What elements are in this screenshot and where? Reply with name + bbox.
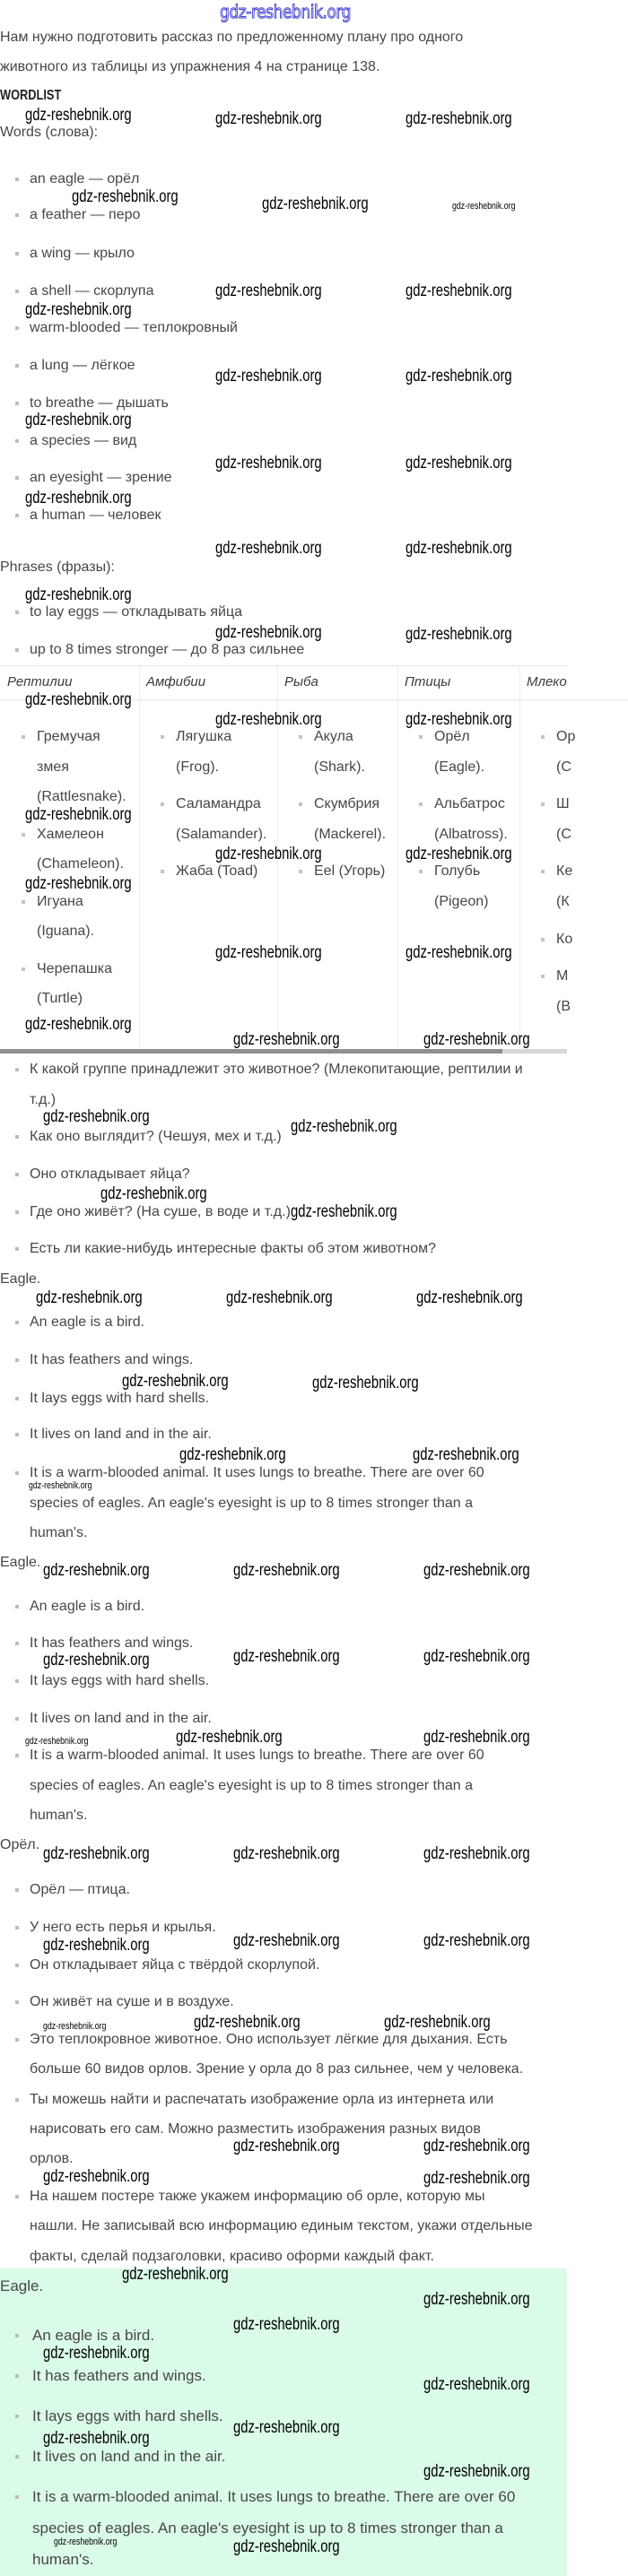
bullet-icon (15, 213, 19, 217)
intro-line: животного из таблицы из упражнения 4 на странице 138. (0, 59, 380, 74)
list-item-line: К какой группе принадлежит это животное? (Млекопитающие, рептилии и (30, 1062, 523, 1077)
bullet-icon (22, 735, 25, 739)
list-item-line: Ты можешь найти и распечатать изображение орла из интернета или (30, 2092, 494, 2107)
bullet-icon (15, 1321, 19, 1324)
table-cell-text: Альбатрос (434, 796, 505, 811)
table-cell-text: Eel (Угорь) (314, 863, 386, 879)
bullet-icon (15, 2000, 19, 2004)
watermark: gdz-reshebnik.org (406, 625, 512, 644)
table-cell-text: Игуана (37, 894, 83, 909)
section-heading-eagle: Eagle. (0, 1555, 41, 1570)
intro-line: Нам нужно подготовить рассказ по предложенному плану про одного (0, 30, 464, 45)
table-horizontal-scrollbar[interactable] (0, 1049, 567, 1054)
bullet-icon (15, 1135, 19, 1139)
table-cell-text: Гремучая (37, 729, 100, 744)
table-cell-text: Ко (556, 932, 573, 947)
watermark: gdz-reshebnik.org (215, 845, 322, 863)
bullet-icon (15, 1926, 19, 1930)
bullet-icon (15, 364, 19, 368)
watermark: gdz-reshebnik.org (215, 454, 322, 473)
column-header: Птицы (405, 674, 451, 690)
word-item: a feather — перо (30, 207, 141, 222)
list-item-line: It has feathers and wings. (32, 2367, 206, 2384)
column-divider (397, 666, 398, 1050)
bullet-icon (15, 2038, 19, 2042)
watermark: gdz-reshebnik.org (406, 109, 512, 128)
bullet-icon (15, 514, 19, 517)
table-cell-text: Голубь (434, 863, 481, 879)
watermark: gdz-reshebnik.org (406, 943, 512, 962)
phrase-item: up to 8 times stronger — до 8 раз сильнее (30, 642, 305, 657)
word-item: a wing — крыло (30, 246, 135, 261)
word-item: an eyesight — зрение (30, 470, 172, 485)
phrases-heading: Phrases (фразы): (0, 559, 115, 575)
watermark: gdz-reshebnik.org (215, 109, 322, 128)
list-item-line: species of eagles. An eagle's eyesight is up to 8 times stronger than a (30, 1778, 474, 1793)
table-cell-text: Саламандра (176, 796, 261, 811)
watermark: gdz-reshebnik.org (233, 1844, 340, 1863)
watermark: gdz-reshebnik.org (43, 2167, 150, 2186)
bullet-icon (299, 735, 302, 739)
bullet-icon (541, 802, 545, 806)
watermark: gdz-reshebnik.org (291, 1202, 397, 1221)
watermark: gdz-reshebnik.org (25, 874, 132, 893)
table-cell-text: (Chameleon). (37, 856, 124, 872)
word-item: an eagle — орёл (30, 171, 140, 186)
table-cell-text: (К (556, 894, 570, 909)
watermark: gdz-reshebnik.org (233, 1561, 340, 1580)
table-cell-text: Ке (556, 863, 573, 879)
watermark: gdz-reshebnik.org (25, 805, 132, 824)
word-item: a lung — лёгкое (30, 358, 135, 373)
list-item-line: An eagle is a bird. (30, 1314, 145, 1330)
watermark: gdz-reshebnik.org (43, 1561, 150, 1580)
list-item-line: нашли. Не записывай всю информацию единым текстом, укажи отдельные (30, 2218, 533, 2233)
watermark: gdz-reshebnik.org (36, 1288, 143, 1307)
watermark: gdz-reshebnik.org (25, 1736, 89, 1747)
bullet-icon (161, 870, 164, 873)
watermark: gdz-reshebnik.org (384, 2013, 491, 2032)
site-logo[interactable]: gdz-reshebnik.org (220, 1, 352, 22)
watermark: gdz-reshebnik.org (423, 2462, 530, 2481)
list-item-line: факты, сделай подзаголовки, красиво оформи каждый факт. (30, 2249, 434, 2264)
watermark: gdz-reshebnik.org (452, 201, 516, 212)
list-item-line: human's. (30, 1525, 88, 1540)
list-item-line: species of eagles. An eagle's eyesight is up to 8 times stronger than a (32, 2520, 503, 2537)
table-cell-text: (Albatross). (434, 827, 508, 842)
watermark: gdz-reshebnik.org (423, 1561, 530, 1580)
bullet-icon (15, 611, 19, 614)
bullet-icon (15, 326, 19, 330)
bullet-icon (15, 2334, 19, 2337)
word-item: a species — вид (30, 433, 137, 448)
list-item-line: Где оно живёт? (На суше, в воде и т.д.) (30, 1204, 291, 1219)
bullet-icon (15, 1717, 19, 1721)
bullet-icon (15, 1754, 19, 1757)
table-cell-text: (Salamander). (176, 827, 267, 842)
list-item-line: It lays eggs with hard shells. (32, 2407, 223, 2424)
watermark: gdz-reshebnik.org (423, 2137, 530, 2155)
bullet-icon (15, 252, 19, 256)
watermark: gdz-reshebnik.org (423, 1844, 530, 1863)
bullet-icon (15, 1605, 19, 1609)
column-header: Рептилии (7, 674, 73, 690)
bullet-icon (15, 2098, 19, 2102)
list-item-line: т.д.) (30, 1092, 57, 1107)
watermark: gdz-reshebnik.org (233, 2418, 340, 2437)
bullet-icon (15, 290, 19, 293)
watermark: gdz-reshebnik.org (233, 1030, 340, 1049)
bullet-icon (15, 1068, 19, 1071)
list-item-line: An eagle is a bird. (30, 1599, 145, 1614)
bullet-icon (15, 1471, 19, 1475)
bullet-icon (22, 967, 25, 971)
bullet-icon (22, 833, 25, 837)
word-item: warm-blooded — теплокровный (30, 320, 238, 335)
watermark: gdz-reshebnik.org (43, 2021, 107, 2032)
table-cell-text: Орёл (434, 729, 470, 744)
list-item-line: Есть ли какие-нибудь интересные факты об этом животном? (30, 1241, 436, 1256)
bullet-icon (15, 1679, 19, 1683)
bullet-icon (15, 2455, 19, 2459)
table-cell-text: (Rattlesnake). (37, 789, 126, 804)
bullet-icon (15, 402, 19, 405)
list-item-line: It lives on land and in the air. (30, 1711, 212, 1726)
bullet-icon (15, 1247, 19, 1251)
watermark: gdz-reshebnik.org (25, 106, 132, 125)
table-cell-text: змея (37, 759, 69, 775)
column-divider (139, 666, 140, 1050)
table-cell-text: (С (556, 827, 571, 842)
watermark: gdz-reshebnik.org (43, 1107, 150, 1126)
list-item-line: It has feathers and wings. (30, 1635, 194, 1651)
list-item-line: It lives on land and in the air. (30, 1427, 212, 1442)
bullet-icon (15, 1433, 19, 1436)
bullet-icon (419, 802, 423, 806)
bullet-icon (15, 1210, 19, 1214)
table-cell-text: (Mackerel). (314, 827, 387, 842)
bullet-icon (15, 1173, 19, 1176)
column-divider (519, 666, 520, 1050)
bullet-icon (15, 2374, 19, 2378)
watermark: gdz-reshebnik.org (25, 489, 132, 507)
watermark: gdz-reshebnik.org (122, 1372, 229, 1391)
watermark: gdz-reshebnik.org (25, 411, 132, 429)
table-cell-text: (В (556, 999, 571, 1014)
bullet-icon (419, 735, 423, 739)
list-item-line: На нашем постере также укажем информацию об орле, которую мы (30, 2189, 485, 2204)
column-header: Рыба (284, 674, 318, 690)
table-cell-text: (Turtle) (37, 991, 83, 1006)
watermark: gdz-reshebnik.org (215, 282, 322, 300)
list-item-line: An eagle is a bird. (32, 2327, 155, 2344)
section-heading-eagle: Eagle. (0, 1271, 41, 1287)
table-cell-text: (Eagle). (434, 759, 485, 775)
word-item: a human — человек (30, 507, 161, 523)
watermark: gdz-reshebnik.org (312, 1374, 419, 1392)
watermark: gdz-reshebnik.org (406, 845, 512, 863)
table-cell-text: (Frog). (176, 759, 219, 775)
watermark: gdz-reshebnik.org (215, 943, 322, 962)
watermark: gdz-reshebnik.org (233, 2137, 340, 2155)
list-item-line: It is a warm-blooded animal. It uses lungs to breathe. There are over 60 (32, 2488, 516, 2505)
scrollbar-thumb[interactable] (0, 1049, 502, 1054)
watermark: gdz-reshebnik.org (194, 2013, 301, 2032)
watermark: gdz-reshebnik.org (100, 1184, 207, 1203)
list-item-line: Орёл — птица. (30, 1882, 130, 1897)
watermark: gdz-reshebnik.org (176, 1728, 283, 1747)
word-item: a shell — скорлупа (30, 283, 154, 299)
bullet-icon (541, 870, 545, 873)
watermark: gdz-reshebnik.org (43, 2344, 150, 2363)
list-item-line: It is a warm-blooded animal. It uses lungs to breathe. There are over 60 (30, 1465, 484, 1480)
bullet-icon (15, 476, 19, 480)
watermark: gdz-reshebnik.org (215, 710, 322, 729)
watermark: gdz-reshebnik.org (215, 367, 322, 386)
table-cell-text: Хамелеон (37, 827, 104, 842)
watermark: gdz-reshebnik.org (43, 1936, 150, 1955)
phrase-item: to lay eggs — откладывать яйца (30, 604, 243, 620)
list-item-line: It is a warm-blooded animal. It uses lungs to breathe. There are over 60 (30, 1748, 484, 1763)
bullet-icon (22, 900, 25, 904)
watermark: gdz-reshebnik.org (423, 2169, 530, 2188)
watermark: gdz-reshebnik.org (43, 1844, 150, 1863)
watermark: gdz-reshebnik.org (215, 623, 322, 642)
watermark: gdz-reshebnik.org (423, 2290, 530, 2309)
list-item-line: Оно откладывает яйца? (30, 1167, 190, 1182)
list-item-line: Как оно выглядит? (Чешуя, мех и т.д.) (30, 1129, 282, 1144)
bullet-icon (15, 1358, 19, 1362)
column-header: Амфибии (146, 674, 206, 690)
bullet-icon (15, 1964, 19, 1967)
table-cell-text: Скумбрия (314, 796, 380, 811)
bullet-icon (541, 735, 545, 739)
list-item-line: Он откладывает яйца с твёрдой скорлупой. (30, 1957, 320, 1973)
list-item-line: It lays eggs with hard shells. (30, 1673, 210, 1688)
watermark: gdz-reshebnik.org (262, 195, 369, 213)
bullet-icon (541, 938, 545, 941)
list-item-line: It lays eggs with hard shells. (30, 1391, 210, 1406)
table-cell-text: Ор (556, 729, 576, 744)
section-heading-orel: Орёл. (0, 1837, 40, 1852)
watermark: gdz-reshebnik.org (423, 1647, 530, 1666)
watermark: gdz-reshebnik.org (54, 2537, 118, 2547)
table-cell-text: (Iguana). (37, 924, 95, 939)
watermark: gdz-reshebnik.org (233, 2537, 340, 2556)
watermark: gdz-reshebnik.org (406, 282, 512, 300)
list-item-line: больше 60 видов орлов. Зрение у орла до 8 раз сильнее, чем у человека. (30, 2061, 524, 2077)
bullet-icon (15, 648, 19, 652)
bullet-icon (419, 870, 423, 873)
table-cell-text: (Pigeon) (434, 894, 489, 909)
list-item-line: Это теплокровное животное. Оно использует лёгкие для дыхания. Есть (30, 2032, 508, 2047)
watermark: gdz-reshebnik.org (416, 1288, 523, 1307)
watermark: gdz-reshebnik.org (25, 690, 132, 709)
watermark: gdz-reshebnik.org (43, 2429, 150, 2448)
list-item-line: It lives on land and in the air. (32, 2448, 226, 2465)
watermark: gdz-reshebnik.org (423, 2375, 530, 2394)
table-cell-text: (Shark). (314, 759, 365, 775)
watermark: gdz-reshebnik.org (43, 1651, 150, 1670)
watermark: gdz-reshebnik.org (72, 187, 179, 206)
word-item: to breathe — дышать (30, 395, 169, 411)
watermark: gdz-reshebnik.org (179, 1445, 286, 1464)
table-cell-text: Ш (556, 796, 570, 811)
watermark: gdz-reshebnik.org (122, 2265, 229, 2284)
words-heading: Words (слова): (0, 125, 99, 140)
watermark: gdz-reshebnik.org (215, 539, 322, 558)
list-item-line: орлов. (30, 2151, 74, 2166)
watermark: gdz-reshebnik.org (25, 585, 132, 604)
bullet-icon (299, 802, 302, 806)
list-item-line: human's. (30, 1808, 88, 1823)
table-cell-text: М (556, 968, 569, 984)
bullet-icon (161, 802, 164, 806)
watermark: gdz-reshebnik.org (25, 1015, 132, 1034)
list-item-line: У него есть перья и крылья. (30, 1920, 216, 1935)
watermark: gdz-reshebnik.org (406, 710, 512, 729)
bullet-icon (15, 1397, 19, 1401)
list-item-line: It has feathers and wings. (30, 1352, 194, 1367)
list-item-line: Он живёт на суше и в воздухе. (30, 1994, 234, 2009)
bullet-icon (15, 1642, 19, 1645)
bullet-icon (15, 439, 19, 443)
bullet-icon (15, 178, 19, 181)
watermark: gdz-reshebnik.org (226, 1288, 333, 1307)
table-cell-text: Акула (314, 729, 353, 744)
watermark: gdz-reshebnik.org (406, 367, 512, 386)
watermark: gdz-reshebnik.org (406, 539, 512, 558)
wordlist-heading: WORDLIST (0, 88, 62, 103)
watermark: gdz-reshebnik.org (413, 1445, 519, 1464)
watermark: gdz-reshebnik.org (29, 1480, 92, 1491)
bullet-icon (15, 2195, 19, 2199)
table-cell-text: Жаба (Toad) (176, 863, 258, 879)
bullet-icon (299, 870, 302, 873)
answer-heading-eagle: Eagle. (0, 2277, 44, 2294)
watermark: gdz-reshebnik.org (406, 454, 512, 473)
watermark: gdz-reshebnik.org (423, 1728, 530, 1747)
watermark: gdz-reshebnik.org (233, 2315, 340, 2334)
watermark: gdz-reshebnik.org (233, 1647, 340, 1666)
bullet-icon (15, 1888, 19, 1892)
table-cell-text: (С (556, 759, 571, 775)
table-cell-text: Лягушка (176, 729, 232, 744)
watermark: gdz-reshebnik.org (423, 1030, 530, 1049)
watermark: gdz-reshebnik.org (423, 1931, 530, 1950)
list-item-line: нарисовать его сам. Можно разместить изображения разных видов (30, 2121, 481, 2137)
column-header: Млеко (527, 674, 567, 690)
watermark: gdz-reshebnik.org (291, 1117, 397, 1136)
bullet-icon (161, 735, 164, 739)
list-item-line: species of eagles. An eagle's eyesight is up to 8 times stronger than a (30, 1496, 474, 1511)
list-item-line: human's. (32, 2551, 94, 2568)
bullet-icon (15, 2415, 19, 2418)
bullet-icon (15, 2495, 19, 2499)
bullet-icon (541, 975, 545, 978)
watermark: gdz-reshebnik.org (233, 1931, 340, 1950)
table-cell-text: Черепашка (37, 961, 113, 976)
watermark: gdz-reshebnik.org (25, 300, 132, 319)
